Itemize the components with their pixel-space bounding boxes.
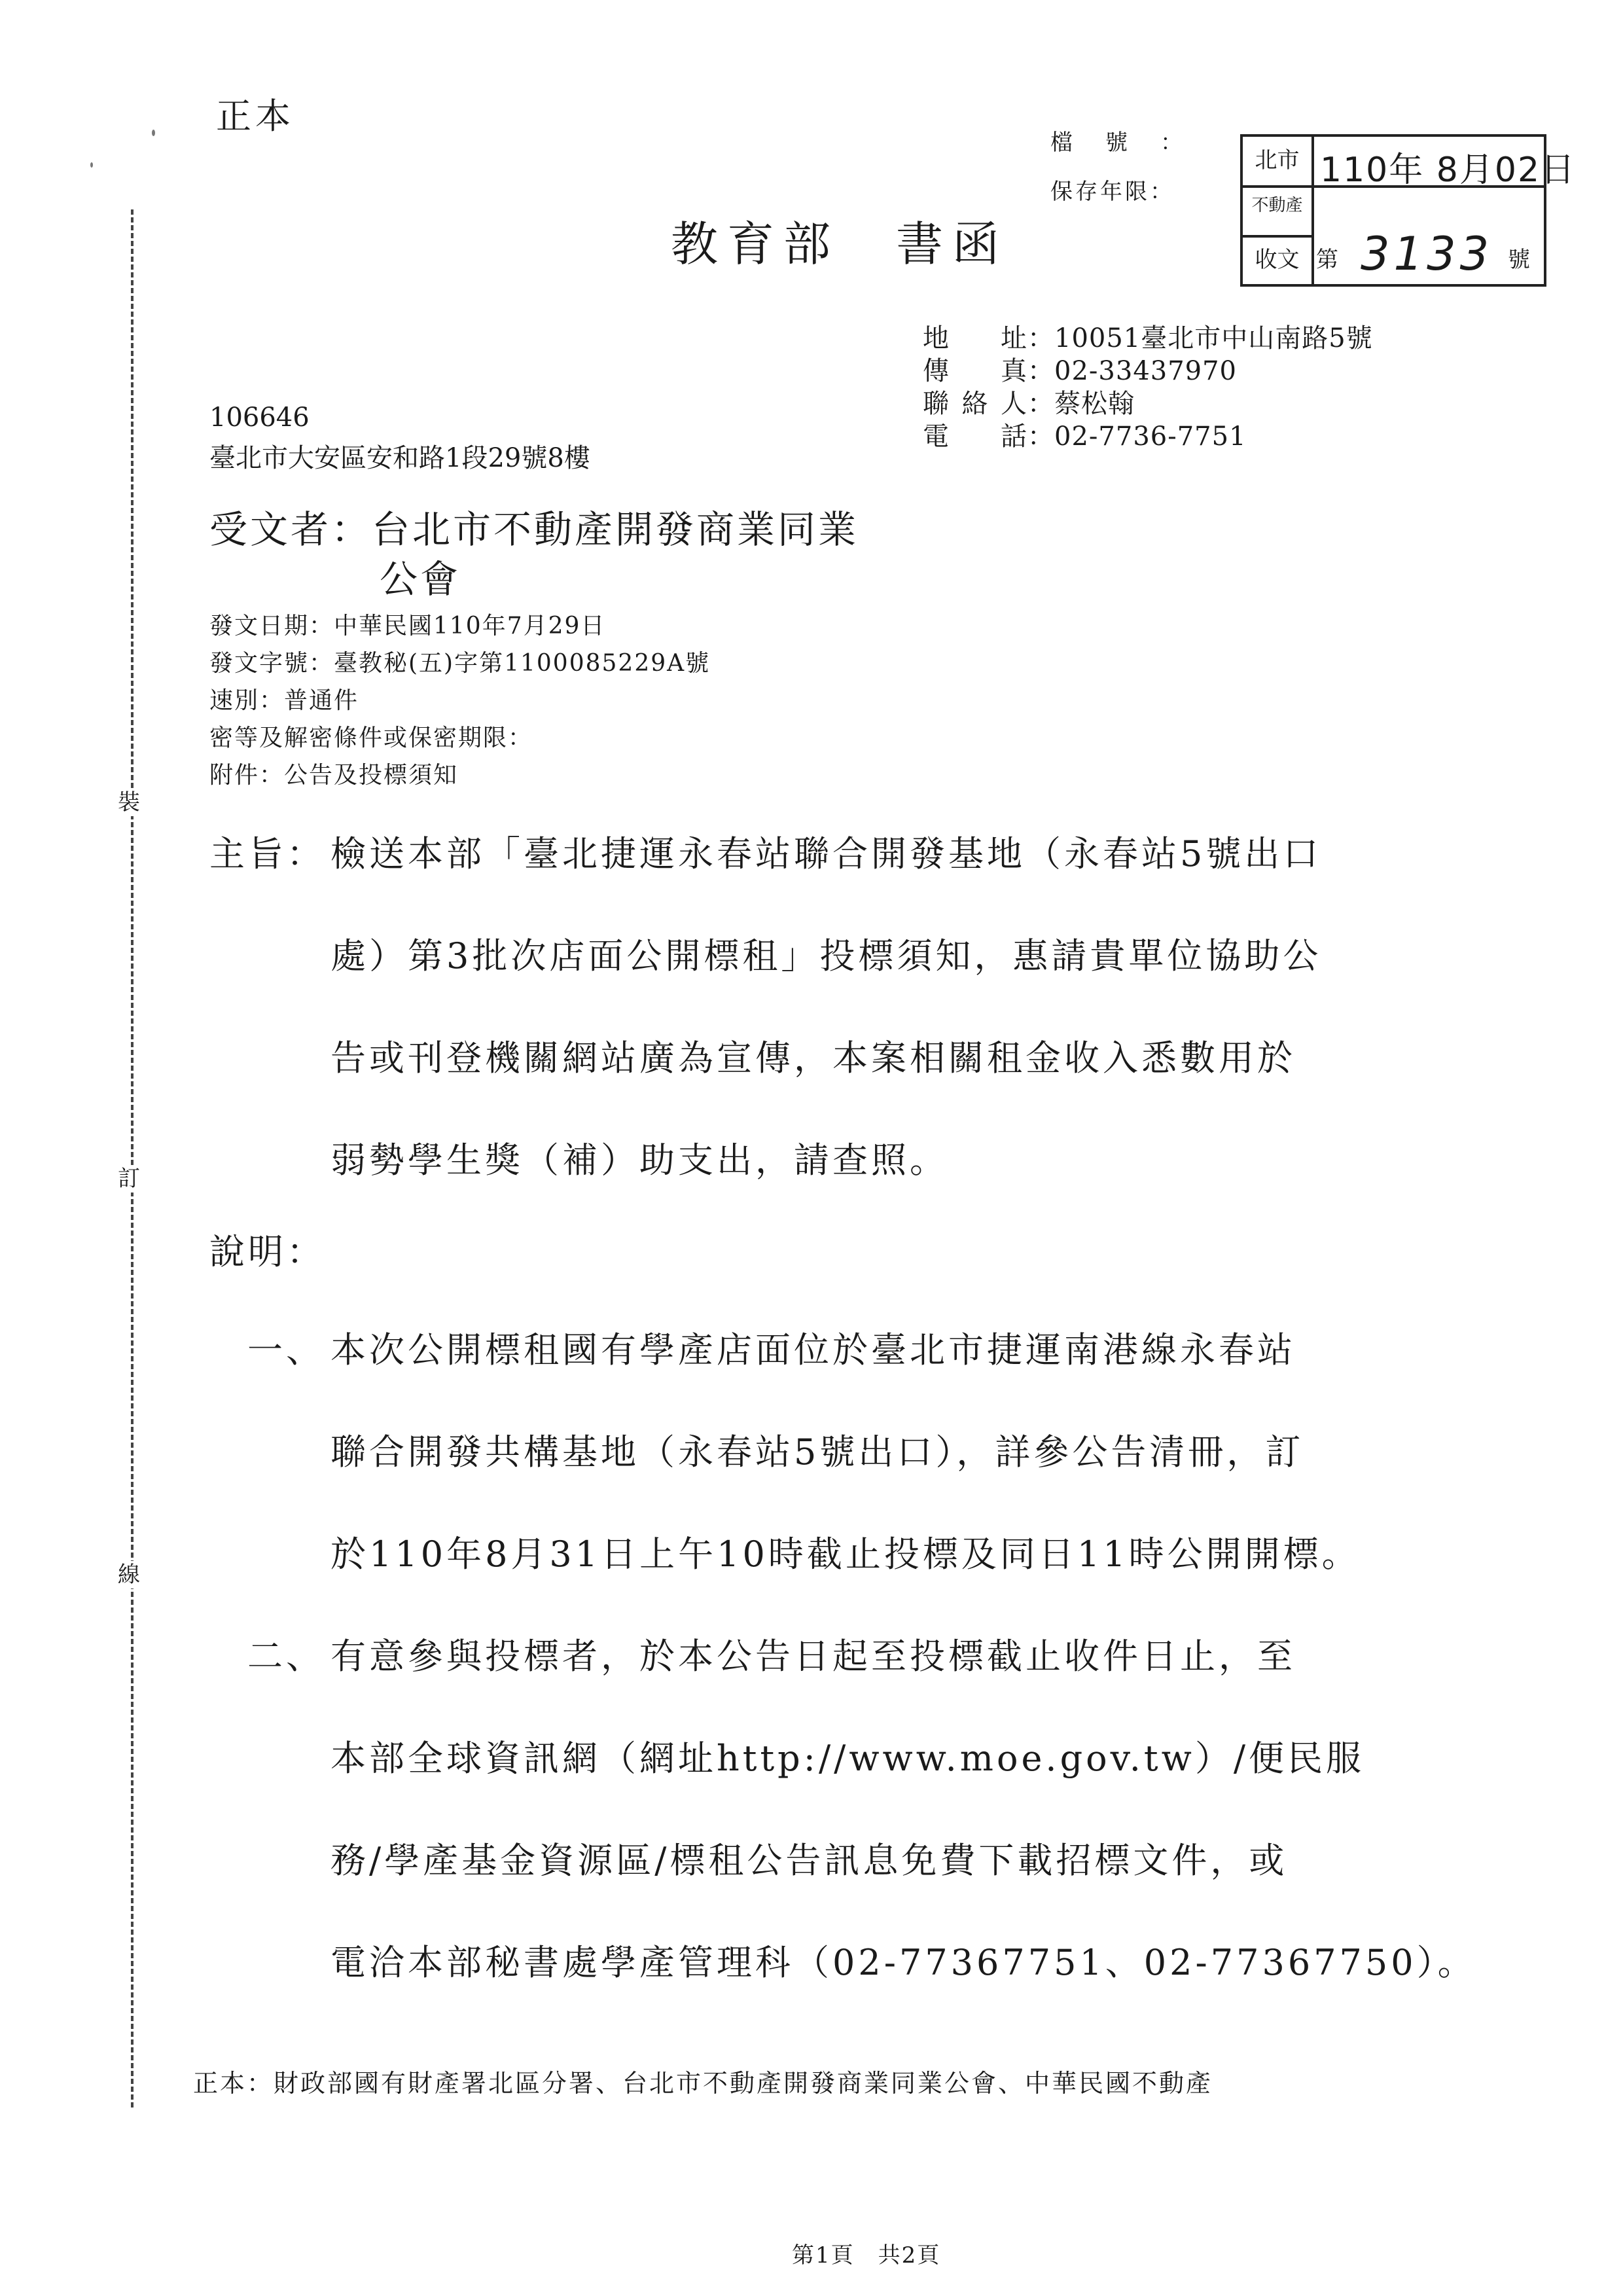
subject-line: 弱勢學生獎（補）助支出，請查照。 bbox=[330, 1139, 948, 1181]
contact-label: 電話 bbox=[923, 422, 1027, 452]
page-number: 第1頁 共2頁 bbox=[792, 2242, 941, 2269]
stamp-divider bbox=[1243, 235, 1311, 238]
receipt-stamp bbox=[1240, 134, 1577, 287]
contact-fax: 傳真：02-33437970 bbox=[923, 350, 1237, 387]
contact-address: 地址：10051臺北市中山南路5號 bbox=[923, 317, 1373, 355]
binding-mark: 訂 bbox=[118, 1166, 140, 1192]
stamp-cell-received: 收文 bbox=[1255, 247, 1300, 273]
stamp-number-prefix: 第 bbox=[1316, 247, 1338, 273]
contact-value: 02-33437970 bbox=[1054, 356, 1238, 386]
item-line: 聯合開發共構基地（永春站5號出口），詳參公告清冊，訂 bbox=[330, 1431, 1304, 1473]
file-number-label: 檔號： bbox=[1050, 130, 1215, 156]
contact-value: 10051臺北市中山南路5號 bbox=[1054, 323, 1373, 353]
document-title: 教育部 書函 bbox=[671, 217, 1009, 272]
item-line: 本部全球資訊網（網址http://www.moe.gov.tw）/便民服 bbox=[330, 1738, 1365, 1779]
attachment: 附件：公告及投標須知 bbox=[209, 762, 459, 789]
subject-line: 處）第3批次店面公開標租」投標須知，惠請貴單位協助公 bbox=[330, 935, 1322, 977]
contact-label: 地址 bbox=[923, 323, 1027, 353]
binding-mark: 線 bbox=[118, 1562, 140, 1588]
item-line: 本次公開標租國有學產店面位於臺北市捷運南港線永春站 bbox=[330, 1329, 1296, 1371]
item-line: 電洽本部秘書處學產管理科（02-77367751、02-77367750）。 bbox=[330, 1942, 1476, 1983]
contact-label: 聯絡人 bbox=[923, 389, 1027, 419]
copy-mark: 正本 bbox=[216, 96, 294, 137]
item-line: 有意參與投標者，於本公告日起至投標截止收件日止，至 bbox=[330, 1636, 1296, 1677]
contact-label: 傳真 bbox=[923, 356, 1027, 386]
subject-label: 主旨： bbox=[209, 833, 325, 874]
contact-value: 蔡松翰 bbox=[1054, 389, 1135, 419]
stamp-number: 3133 bbox=[1361, 227, 1493, 281]
stamp-date: 110年 8月02日 bbox=[1320, 151, 1577, 190]
binding-line bbox=[131, 209, 134, 2108]
explanation-label: 說明： bbox=[209, 1231, 325, 1272]
contact-value: 02-7736-7751 bbox=[1054, 422, 1247, 452]
recipient-line: 公會 bbox=[380, 557, 461, 601]
reference-number: 發文字號：臺教秘(五)字第1100085229A號 bbox=[209, 650, 711, 677]
subject-line: 檢送本部「臺北捷運永春站聯合開發基地（永春站5號出口 bbox=[330, 833, 1322, 874]
binding-mark: 裝 bbox=[118, 789, 140, 816]
item-line: 務/學產基金資源區/標租公告訊息免費下載招標文件，或 bbox=[330, 1840, 1288, 1881]
stamp-number-suffix: 號 bbox=[1508, 247, 1530, 273]
secrecy-level: 密等及解密條件或保密期限： bbox=[209, 725, 533, 751]
stamp-cell-city: 北市 bbox=[1255, 147, 1300, 173]
stamp-cell-realestate: 不動產 bbox=[1251, 196, 1303, 215]
delivery-speed: 速別：普通件 bbox=[209, 687, 359, 714]
item-marker: 一、 bbox=[247, 1329, 325, 1371]
item-marker: 二、 bbox=[247, 1636, 325, 1677]
recipient-line: 受文者：台北市不動產開發商業同業 bbox=[209, 507, 859, 552]
scan-speck bbox=[152, 130, 155, 136]
contact-phone: 電話：02-7736-7751 bbox=[923, 416, 1247, 453]
item-line: 於110年8月31日上午10時截止投標及同日11時公開開標。 bbox=[330, 1534, 1361, 1575]
scan-speck bbox=[90, 162, 93, 168]
issue-date: 發文日期：中華民國110年7月29日 bbox=[209, 613, 606, 639]
retention-label: 保存年限： bbox=[1050, 179, 1175, 205]
recipient-street: 臺北市大安區安和路1段29號8樓 bbox=[209, 443, 590, 473]
carbon-copy: 正本：財政部國有財產署北區分署、台北市不動產開發商業同業公會、中華民國不動產 bbox=[193, 2069, 1213, 2098]
contact-person: 聯絡人：蔡松翰 bbox=[923, 383, 1135, 420]
subject-line: 告或刊登機關網站廣為宣傳，本案相關租金收入悉數用於 bbox=[330, 1037, 1296, 1079]
recipient-postcode: 106646 bbox=[209, 403, 310, 433]
